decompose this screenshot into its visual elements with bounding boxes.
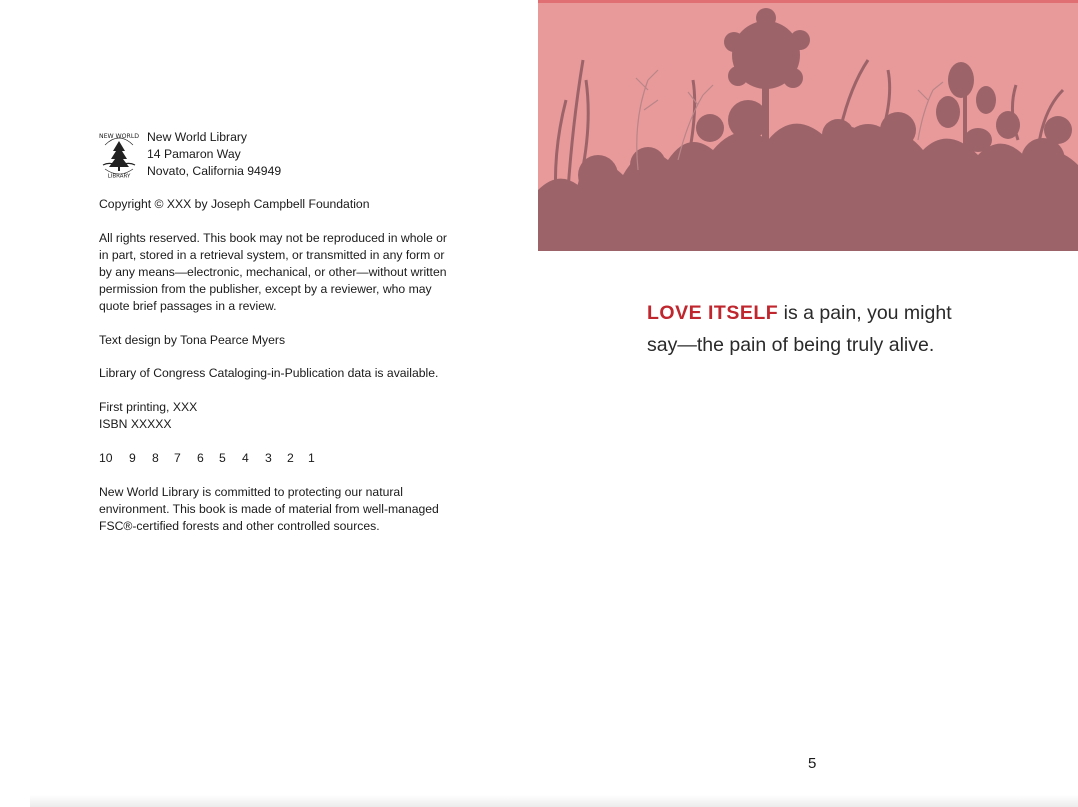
svg-text:LIBRARY: LIBRARY [107, 173, 131, 179]
publisher-logo-icon [99, 129, 139, 179]
printing-number: 10 [99, 451, 113, 465]
printing-number: 1 [308, 451, 315, 465]
publisher-street: 14 Pamaron Way [147, 146, 241, 161]
printing-number: 2 [287, 451, 294, 465]
epigraph-line2: say—the pain of being truly alive. [647, 334, 935, 356]
copyright-line: Copyright © XXX by Joseph Campbell Foundation [99, 197, 370, 211]
publisher-city: Novato, California 94949 [147, 163, 282, 178]
botanical-silhouette-banner [538, 0, 1078, 251]
epigraph-line1: is a pain, you might [778, 302, 952, 324]
rights-paragraph: All rights reserved. This book may not be reproduced in whole or in part, stored in a retrieval system, or transmitted in any form or by any means—electronic, mechanical, or other—without written permission from the publisher, except by a reviewer, who may quote brief passages in a review. [99, 231, 447, 313]
printing-number: 3 [265, 451, 272, 465]
isbn-line: ISBN XXXXX [99, 417, 172, 431]
printing-number: 7 [174, 451, 181, 465]
printing-number: 4 [242, 451, 249, 465]
printing-number-line [99, 450, 318, 467]
epigraph-page [538, 0, 1078, 807]
first-printing-line: First printing, XXX [99, 400, 198, 414]
publisher-name: New World Library [147, 130, 248, 144]
publisher-block [99, 129, 281, 179]
printing-number: 6 [197, 451, 204, 465]
printing-number: 8 [152, 451, 159, 465]
environment-note: New World Library is committed to protecting our natural environment. This book is made of material from well-managed FSC®-certified forests and other controlled sources. [99, 485, 439, 533]
epigraph-quote [647, 297, 967, 361]
design-credit: Text design by Tona Pearce Myers [99, 333, 286, 347]
publisher-address [147, 129, 281, 179]
cip-line: Library of Congress Cataloging-in-Publication data is available. [99, 366, 439, 380]
page-number: 5 [808, 755, 817, 772]
copyright-page [0, 0, 538, 807]
printing-number: 5 [219, 451, 226, 465]
epigraph-lead: LOVE ITSELF [647, 302, 779, 324]
svg-text:NEW WORLD: NEW WORLD [99, 133, 139, 140]
page-edge-shadow [30, 795, 1078, 807]
printing-number: 9 [129, 451, 136, 465]
